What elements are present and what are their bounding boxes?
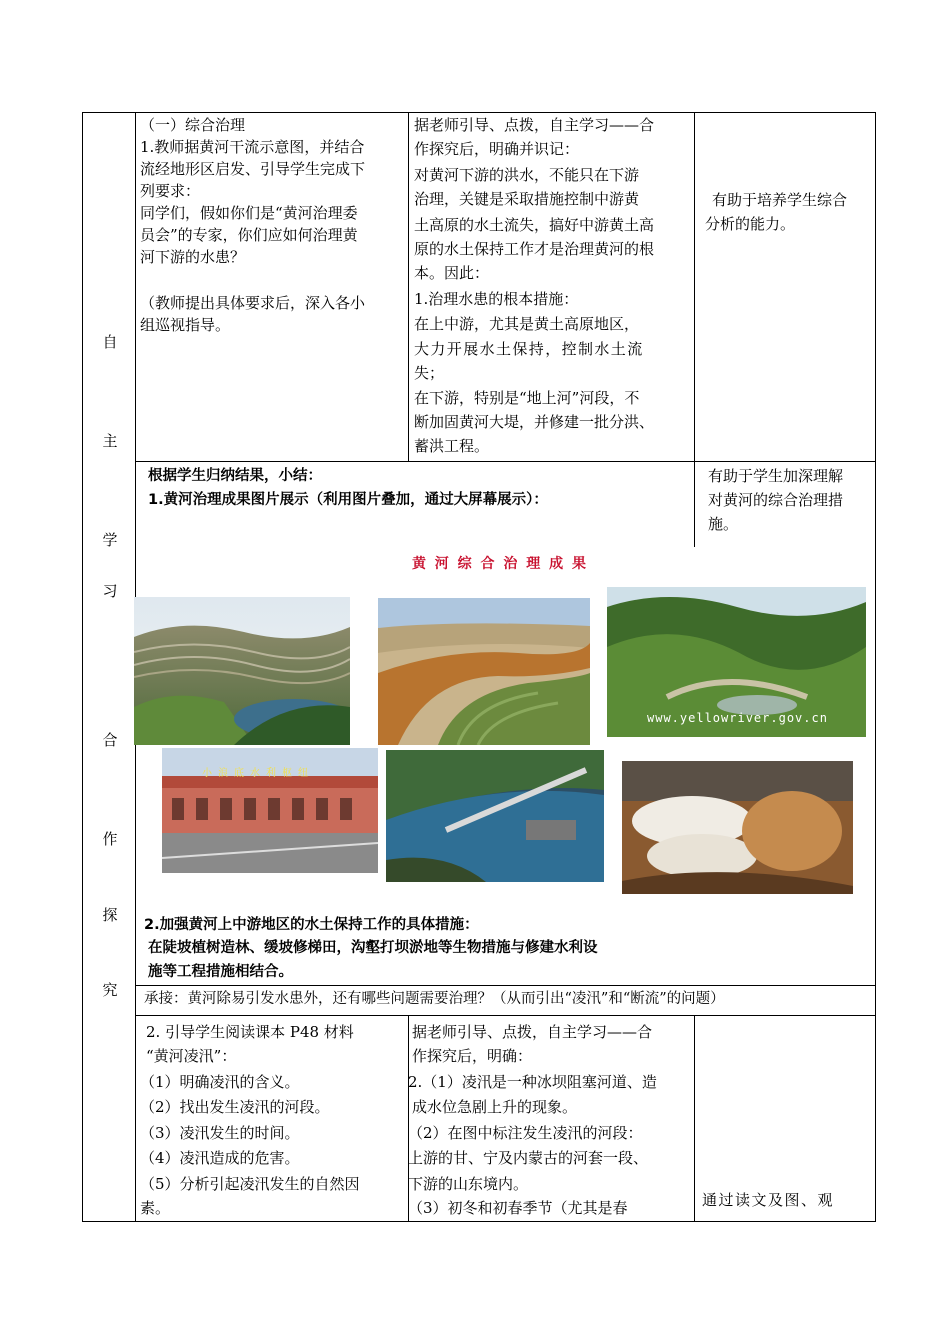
text-line: 1.教师据黄河干流示意图，并结合 [140,138,365,156]
text-line: 大力开展水土保持，控制水土流 [414,340,644,358]
text-line: “黄河凌汛”： [146,1047,237,1065]
summary-line: 1.黄河治理成果图片展示（利用图片叠加，通过大屏幕展示）： [148,492,548,508]
summary-line: 根据学生归纳结果，小结： [148,468,322,484]
text-line: （4）凌汛造成的危害。 [140,1149,300,1167]
text-line: （一）综合治理 [140,116,246,134]
text-line: 分析的能力。 [705,215,796,233]
sec1-bottom [135,461,876,462]
text-line: （2）找出发生凌汛的河段。 [140,1098,330,1116]
text-line: 原的水土保持工作才是治理黄河的根 [414,240,655,258]
text-line: 土高原的水土流失，搞好中游黄土高 [414,216,655,234]
text-line: 有助于学生加深理解 [708,467,844,485]
text-line: 作探究后，明确并识记： [414,140,580,158]
river-bend-photo [378,598,590,745]
transition-top [135,985,876,986]
text-line: 断加固黄河大堤，并修建一批分洪、 [414,413,655,431]
text-line: 治理，关键是采取措施控制中游黄 [414,190,640,208]
text-line: （3）初冬和初春季节（尤其是春 [408,1199,628,1217]
text-line: 下游的山东境内。 [408,1175,529,1193]
gallery-title: 黄 河 综 合 治 理 成 果 [411,556,589,572]
transition-bottom [135,1015,876,1016]
watermark: www.yellowriver.gov.cn [647,711,828,725]
side-char: 作 [102,830,118,848]
text-line: 对黄河的综合治理措 [708,491,844,509]
sec1-divider-mid [408,112,409,462]
station-sign: 小浪底水利枢纽 [202,768,314,779]
text-line: 成水位急剧上升的现象。 [412,1098,578,1116]
sediment-flush-photo [622,761,853,894]
table-border-left [82,112,83,1222]
measure-line: 施等工程措施相结合。 [148,964,293,980]
text-line: （教师提出具体要求后，深入各小 [140,294,366,312]
sec1-divider-right [694,112,695,462]
sec3-divider-right [694,1015,695,1222]
side-char: 学 [102,531,118,549]
text-line: 有助于培养学生综合 [712,191,848,209]
text-line: 据老师引导、点拨，自主学习——合 [412,1023,653,1041]
text-line: 2.（1）凌汛是一种冰坝阻塞河道、造 [408,1073,657,1091]
terraced-hills-photo [134,597,350,745]
text-line: 员会”的专家，你们应如何治理黄 [140,226,358,244]
text-line: 2. 引导学生阅读课本 P48 材料 [146,1023,354,1041]
station-building-photo [162,748,378,873]
side-char: 习 [102,582,118,600]
side-char: 自 [102,333,118,351]
measure-line: 在陡坡植树造林、缓坡修梯田，沟壑打坝淤地等生物措施与修建水利设 [148,940,598,956]
table-border-bottom [82,1221,876,1222]
text-line: 失； [414,364,445,382]
text-line: 施。 [708,515,739,533]
side-char: 合 [102,731,118,749]
side-char: 主 [102,432,118,450]
sec3-right-text: 通过读文及图、观 [702,1191,835,1209]
text-line: 组巡视指导。 [140,316,231,334]
text-line: 据老师引导、点拨，自主学习——合 [414,116,655,134]
text-line: 本。因此： [414,264,490,282]
text-line: 在上中游，尤其是黄土高原地区， [414,315,640,333]
transition-text: 承接：黄河除易引发水患外，还有哪些问题需要治理？（从而引出“凌汛”和“断流”的问题） [144,991,725,1007]
table-border-top [82,112,876,113]
text-line: 在下游，特别是“地上河”河段，不 [414,389,640,407]
sec2-divider-right [694,461,695,547]
text-line: 河下游的水患？ [140,248,246,266]
text-line: （2）在图中标注发生凌汛的河段： [408,1124,643,1142]
text-line: 流经地形区启发、引导学生完成下 [140,160,366,178]
text-line: 1.治理水患的根本措施： [414,290,579,308]
dam-photo [386,750,604,882]
text-line: 对黄河下游的洪水，不能只在下游 [414,166,640,184]
text-line: 素。 [140,1199,171,1217]
text-line: 列要求： [140,182,201,200]
measure-line: 2.加强黄河上中游地区的水土保持工作的具体措施： [144,917,479,933]
text-line: （1）明确凌汛的含义。 [140,1073,300,1091]
text-line: 上游的甘、宁及内蒙古的河套一段、 [408,1149,649,1167]
text-line: 同学们，假如你们是“黄河治理委 [140,204,358,222]
text-line: （3）凌汛发生的时间。 [140,1124,300,1142]
table-border-right [875,112,876,1222]
green-valley-photo [607,587,866,737]
side-char: 探 [102,906,118,924]
text-line: （5）分析引起凌汛发生的自然因 [140,1175,360,1193]
text-line: 作探究后，明确： [412,1047,533,1065]
side-char: 究 [102,981,118,999]
text-line: 蓄洪工程。 [414,437,490,455]
